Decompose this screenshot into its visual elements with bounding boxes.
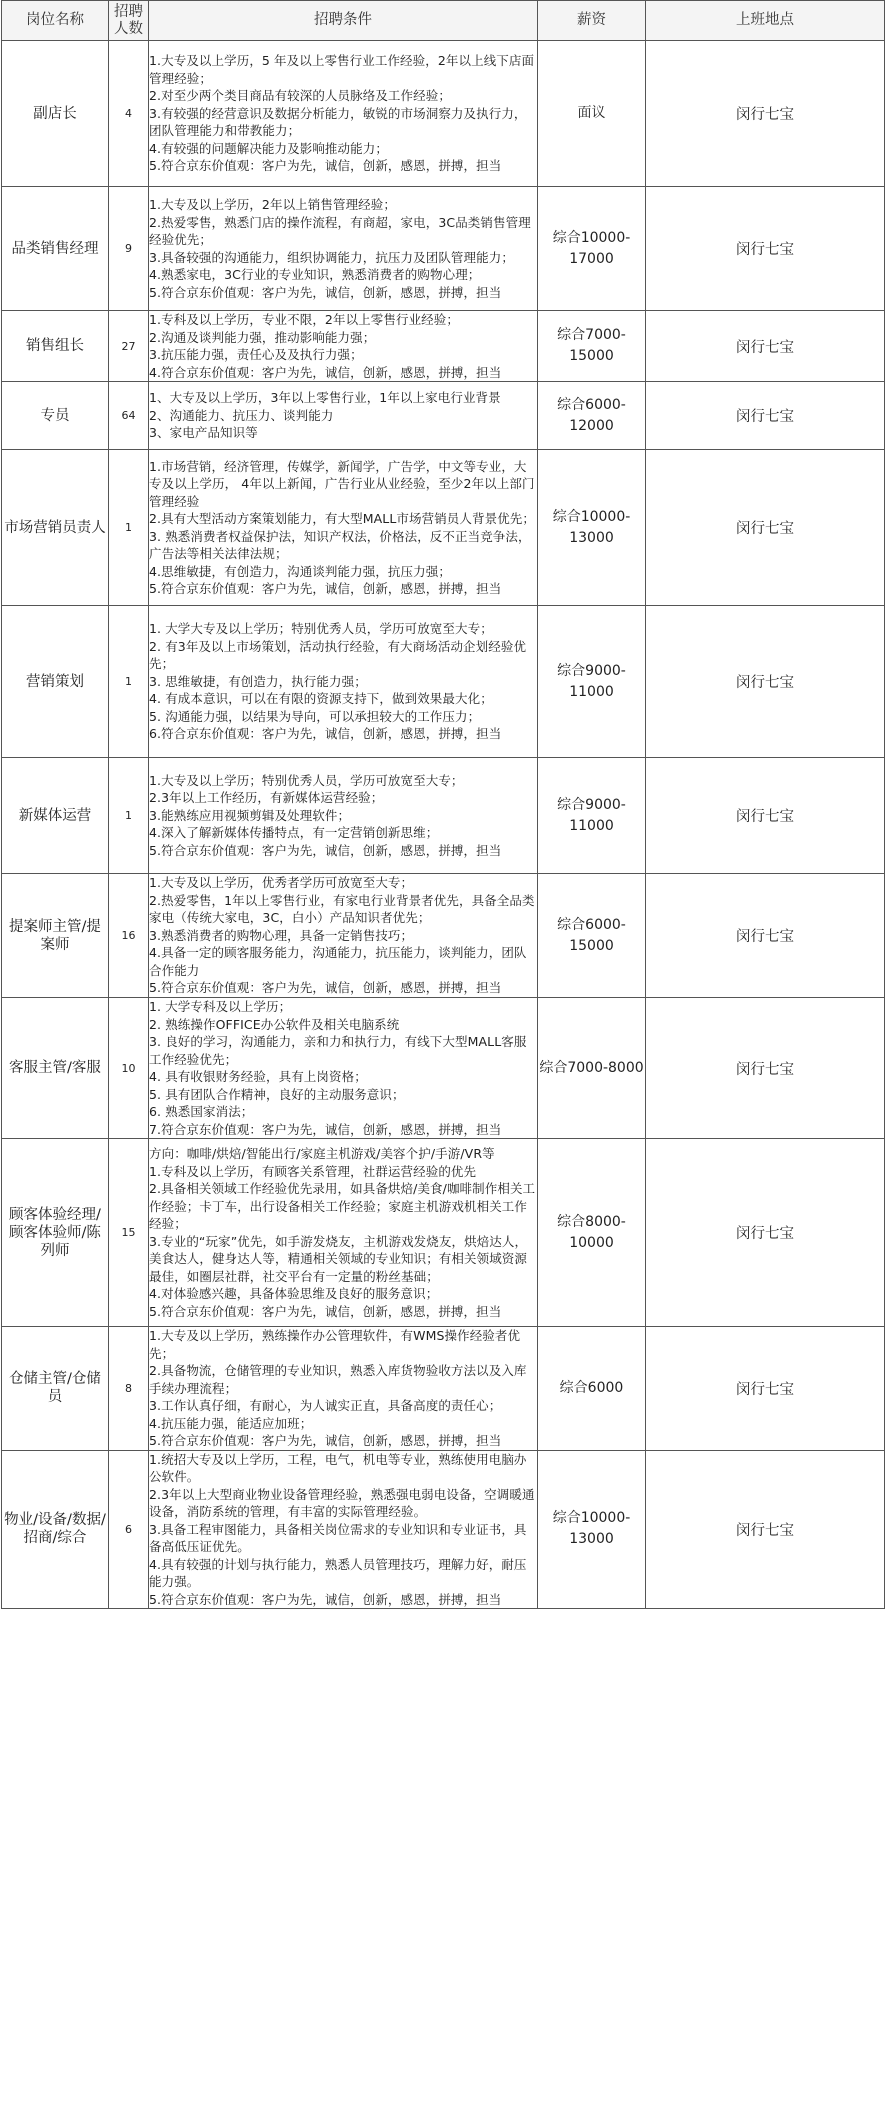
table-row: [2, 758, 885, 874]
requirement-line: 5.符合京东价值观：客户为先，诚信，创新，感恩，拼搏，担当: [149, 1433, 502, 1448]
job-title: 客服主管/客服: [2, 998, 109, 1139]
table-row: [2, 1327, 885, 1451]
job-title: 顾客体验经理/顾客体验师/陈列师: [2, 1139, 109, 1327]
requirements: [149, 874, 538, 998]
requirement-line: 4.具有较强的计划与执行能力，熟悉人员管理技巧，理解力好，耐压能力强。: [149, 1556, 527, 1589]
table-row: [2, 187, 885, 311]
work-location: 闵行七宝: [646, 382, 885, 450]
requirement-line: 4.符合京东价值观：客户为先，诚信，创新，感恩，拼搏，担当: [149, 364, 502, 380]
requirement-line: 2.具有大型活动方案策划能力，有大型MALL市场营销员人背景优先；: [149, 511, 535, 526]
salary: 综合9000-11000: [538, 606, 646, 758]
requirement-line: 3.有较强的经营意识及数据分析能力，敏锐的市场洞察力及执行力，团队管理能力和带教能力；: [149, 105, 527, 139]
requirement-line: 6. 熟悉国家消法；: [149, 1104, 254, 1119]
job-title: 营销策划: [2, 606, 109, 758]
requirement-line: 5. 沟通能力强，以结果为导向，可以承担较大的工作压力；: [149, 708, 481, 724]
requirements: [149, 450, 538, 606]
requirement-line: 1.市场营销，经济管理，传媒学，新闻学，广告学，中文等专业，大专及以上学历， 4年以上新闻，广告行业从业经验，至少2年以上部门管理经验: [149, 458, 535, 509]
work-location: 闵行七宝: [646, 450, 885, 606]
headcount: 16: [109, 874, 149, 998]
table-row: [2, 606, 885, 758]
headcount: 4: [109, 41, 149, 187]
table-row: [2, 450, 885, 606]
requirements: [149, 1139, 538, 1327]
requirement-line: 4.对体验感兴趣，具备体验思维及良好的服务意识；: [149, 1286, 439, 1301]
requirement-line: 5.符合京东价值观：客户为先，诚信，创新，感恩，拼搏，担当: [149, 1303, 502, 1319]
salary: 综合10000-13000: [538, 450, 646, 606]
requirement-line: 1.大专及以上学历，优秀者学历可放宽至大专；: [149, 875, 414, 891]
requirement-line: 1.专科及以上学历，专业不限，2年以上零售行业经验；: [149, 312, 459, 327]
work-location: 闵行七宝: [646, 187, 885, 311]
requirement-line: 4.思维敏捷，有创造力，沟通谈判能力强，抗压力强；: [149, 563, 451, 579]
requirement-line: 5. 具有团队合作精神，良好的主动服务意识；: [149, 1086, 405, 1102]
salary: 综合7000-15000: [538, 311, 646, 382]
headcount: 15: [109, 1139, 149, 1327]
requirement-line: 4.具备一定的顾客服务能力，沟通能力，抗压能力，谈判能力，团队合作能力: [149, 945, 527, 978]
requirement-line: 1.统招大专及以上学历，工程，电气，机电等专业，熟练使用电脑办公软件。: [149, 1451, 527, 1484]
requirements: [149, 187, 538, 311]
requirements: [149, 758, 538, 874]
requirement-line: 4. 具有收银财务经验，具有上岗资格；: [149, 1069, 367, 1084]
requirement-line: 4.熟悉家电，3C行业的专业知识，熟悉消费者的购物心理；: [149, 267, 481, 282]
job-title: 品类销售经理: [2, 187, 109, 311]
work-location: 闵行七宝: [646, 311, 885, 382]
table-row: [2, 41, 885, 187]
work-location: 闵行七宝: [646, 758, 885, 874]
work-location: 闵行七宝: [646, 1139, 885, 1327]
salary: 综合8000-10000: [538, 1139, 646, 1327]
requirement-line: 2、沟通能力、抗压力、谈判能力: [149, 407, 334, 423]
requirement-line: 3.具备较强的沟通能力，组织协调能力，抗压力及团队管理能力；: [149, 249, 514, 265]
requirements: [149, 41, 538, 187]
headcount: 1: [109, 450, 149, 606]
job-title: 专员: [2, 382, 109, 450]
requirement-line: 1.大专及以上学历，5 年及以上零售行业工作经验，2年以上线下店面管理经验；: [149, 53, 535, 86]
work-location: 闵行七宝: [646, 874, 885, 998]
requirements: [149, 1327, 538, 1451]
headcount: 10: [109, 998, 149, 1139]
headcount: 1: [109, 606, 149, 758]
header-requirements: 招聘条件: [149, 1, 538, 41]
salary: 综合9000-11000: [538, 758, 646, 874]
requirement-line: 2.3年以上大型商业物业设备管理经验，熟悉强电弱电设备，空调暖通设备，消防系统的管理，有丰富的实际管理经验。: [149, 1486, 535, 1519]
requirement-line: 3. 良好的学习，沟通能力，亲和力和执行力，有线下大型MALL客服工作经验优先；: [149, 1034, 527, 1067]
requirement-line: 1. 大学大专及以上学历；特别优秀人员，学历可放宽至大专；: [149, 621, 493, 637]
requirement-line: 5.符合京东价值观：客户为先，诚信，创新，感恩，拼搏，担当: [149, 980, 502, 996]
job-title: 仓储主管/仓储员: [2, 1327, 109, 1451]
requirement-line: 7.符合京东价值观：客户为先，诚信，创新，感恩，拼搏，担当: [149, 1121, 502, 1137]
requirement-line: 2.热爱零售，熟悉门店的操作流程，有商超，家电，3C品类销售管理经验优先；: [149, 214, 531, 247]
salary: 综合10000-13000: [538, 1450, 646, 1609]
requirements: [149, 311, 538, 382]
requirement-line: 3. 思维敏捷，有创造力，执行能力强；: [149, 673, 367, 689]
salary: 综合6000: [538, 1327, 646, 1451]
table-row: [2, 998, 885, 1139]
requirement-line: 方向：咖啡/烘焙/智能出行/家庭主机游戏/美容个护/手游/VR等: [149, 1146, 495, 1161]
work-location: 闵行七宝: [646, 1327, 885, 1451]
requirement-line: 5.符合京东价值观：客户为先，诚信，创新，感恩，拼搏，担当: [149, 1591, 502, 1607]
table-row: [2, 1450, 885, 1609]
requirement-line: 3.具备工程审图能力，具备相关岗位需求的专业知识和专业证书，具备高低压证优先。: [149, 1521, 527, 1554]
requirements: [149, 606, 538, 758]
requirement-line: 3.工作认真仔细，有耐心，为人诚实正直，具备高度的责任心；: [149, 1398, 502, 1413]
header-location: 上班地点: [646, 1, 885, 41]
requirement-line: 2.对至少两个类目商品有较深的人员脉络及工作经验；: [149, 88, 451, 104]
headcount: 8: [109, 1327, 149, 1451]
salary: 综合6000-15000: [538, 874, 646, 998]
requirement-line: 5.符合京东价值观：客户为先，诚信，创新，感恩，拼搏，担当: [149, 158, 502, 174]
requirement-line: 5.符合京东价值观：客户为先，诚信，创新，感恩，拼搏，担当: [149, 284, 502, 300]
requirement-line: 2.沟通及谈判能力强，推动影响能力强；: [149, 329, 376, 345]
salary: 综合10000-17000: [538, 187, 646, 311]
job-table: [1, 0, 885, 1609]
salary: 综合7000-8000: [538, 998, 646, 1139]
requirement-line: 1.大专及以上学历；特别优秀人员，学历可放宽至大专；: [149, 772, 464, 788]
requirement-line: 1.专科及以上学历，有顾客关系管理，社群运营经验的优先: [149, 1163, 477, 1179]
requirement-line: 6.符合京东价值观：客户为先，诚信，创新，感恩，拼搏，担当: [149, 726, 502, 742]
requirement-line: 5.符合京东价值观：客户为先，诚信，创新，感恩，拼搏，担当: [149, 842, 502, 858]
headcount: 1: [109, 758, 149, 874]
requirement-line: 1.大专及以上学历，2年以上销售管理经验；: [149, 197, 396, 212]
requirement-line: 4. 有成本意识，可以在有限的资源支持下，做到效果最大化；: [149, 691, 493, 707]
job-title: 销售组长: [2, 311, 109, 382]
requirement-line: 2.具备物流，仓储管理的专业知识，熟悉入库货物验收方法以及入库手续办理流程；: [149, 1363, 527, 1396]
requirement-line: 2. 熟练操作OFFICE办公软件及相关电脑系统: [149, 1016, 400, 1032]
requirement-line: 4.有较强的问题解决能力及影响推动能力；: [149, 140, 388, 156]
headcount: 9: [109, 187, 149, 311]
headcount: 6: [109, 1450, 149, 1609]
table-row: [2, 874, 885, 998]
requirement-line: 4.抗压能力强，能适应加班；: [149, 1415, 313, 1431]
table-row: [2, 1139, 885, 1327]
requirement-line: 2.具备相关领域工作经验优先录用，如具备烘焙/美食/咖啡制作相关工作经验；卡丁车，出行设备相关工作经验；家庭主机游戏机相关工作经验；: [149, 1181, 536, 1231]
requirement-line: 1. 大学专科及以上学历；: [149, 999, 292, 1014]
job-title: 市场营销员责人: [2, 450, 109, 606]
salary: 综合6000-12000: [538, 382, 646, 450]
requirement-line: 3.专业的“玩家”优先，如手游发烧友，主机游戏发烧友，烘焙达人，美食达人，健身达人等，精通相关领域的专业知识；有相关领域资源最佳，如圈层社群，社交平台有一定量的粉丝基础；: [149, 1233, 528, 1284]
work-location: 闵行七宝: [646, 606, 885, 758]
salary: 面议: [538, 41, 646, 187]
requirements: [149, 1450, 538, 1609]
requirement-line: 2.热爱零售，1年以上零售行业，有家电行业背景者优先，具备全品类家电（传统大家电，3C，白小）产品知识者优先；: [149, 892, 535, 926]
requirements: [149, 382, 538, 450]
requirements: [149, 998, 538, 1139]
job-title: 新媒体运营: [2, 758, 109, 874]
requirement-line: 1、大专及以上学历，3年以上零售行业，1年以上家电行业背景: [149, 390, 501, 406]
table-row: [2, 311, 885, 382]
requirement-line: 2. 有3年及以上市场策划，活动执行经验，有大商场活动企划经验优先；: [149, 638, 527, 672]
headcount: 64: [109, 382, 149, 450]
requirement-line: 3.熟悉消费者的购物心理，具备一定销售技巧；: [149, 927, 414, 943]
headcount: 27: [109, 311, 149, 382]
table-row: [2, 382, 885, 450]
job-title: 副店长: [2, 41, 109, 187]
requirement-line: 2.3年以上工作经历，有新媒体运营经验；: [149, 790, 384, 806]
requirement-line: 3.能熟练应用视频剪辑及处理软件；: [149, 807, 351, 823]
requirement-line: 4.深入了解新媒体传播特点，有一定营销创新思维；: [149, 825, 439, 841]
header-row: [2, 1, 885, 41]
header-count: 招聘人数: [109, 1, 149, 41]
work-location: 闵行七宝: [646, 998, 885, 1139]
work-location: 闵行七宝: [646, 1450, 885, 1609]
job-title: 提案师主管/提案师: [2, 874, 109, 998]
requirement-line: 1.大专及以上学历，熟练操作办公管理软件，有WMS操作经验者优先；: [149, 1328, 521, 1361]
work-location: 闵行七宝: [646, 41, 885, 187]
requirement-line: 3、家电产品知识等: [149, 425, 258, 441]
requirement-line: 5.符合京东价值观：客户为先，诚信，创新，感恩，拼搏，担当: [149, 581, 502, 596]
header-title: 岗位名称: [2, 1, 109, 41]
requirement-line: 3.抗压能力强，责任心及及执行力强；: [149, 347, 363, 362]
header-salary: 薪资: [538, 1, 646, 41]
requirement-line: 3. 熟悉消费者权益保护法，知识产权法，价格法，反不正当竞争法，广告法等相关法律法规；: [149, 528, 531, 561]
job-title: 物业/设备/数据/招商/综合: [2, 1450, 109, 1609]
